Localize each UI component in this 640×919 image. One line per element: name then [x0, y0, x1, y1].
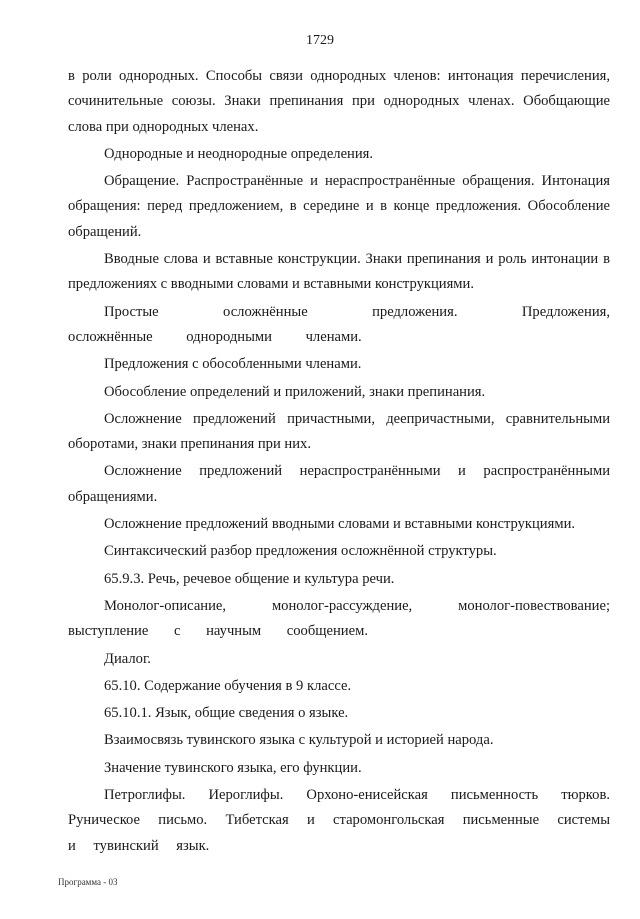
paragraph: Значение тувинского языка, его функции. [104, 759, 362, 776]
paragraph: Диалог. [104, 650, 151, 667]
section-heading: 65.10. Содержание обучения в 9 классе. [104, 677, 352, 694]
paragraph: Однородные и неоднородные определения. [104, 145, 374, 162]
paragraph: Обращение. Распространённые и нераспространённые обращения. Интонация обращения: перед предложением, в середине и в конце предложения. Обособление обращений. [68, 173, 610, 240]
document-body [68, 64, 610, 859]
paragraph: Синтаксический разбор предложения осложнённой структуры. [104, 543, 497, 560]
paragraph: Взаимосвязь тувинского языка с культурой и историей народа. [104, 732, 494, 749]
paragraph: Осложнение предложений вводными словами и вставными конструкциями. [104, 516, 576, 533]
paragraph: Осложнение предложений нераспространёнными и распространёнными обращениями. [68, 463, 610, 505]
paragraph: Простые осложнённые предложения. Предложения, осложнённые однородными членами. [68, 303, 610, 345]
page-number: 1729 [306, 33, 334, 48]
paragraph: Обособление определений и приложений, знаки препинания. [104, 383, 486, 400]
section-heading: 65.9.3. Речь, речевое общение и культура речи. [104, 570, 395, 587]
paragraph: в роли однородных. Способы связи однородных членов: интонация перечисления, сочинительные союзы. Знаки препинания при однородных членах. Обобщающие слова при однородных членах. [68, 68, 610, 135]
paragraph: Осложнение предложений причастными, деепричастными, сравнительными оборотами, знаки препинания при них. [68, 410, 610, 453]
footer-label: Программа - 03 [58, 877, 118, 887]
section-heading: 65.10.1. Язык, общие сведения о языке. [104, 705, 349, 722]
paragraph: Монолог-описание, монолог-рассуждение, монолог-повествование; выступление с научным сообщением. [68, 597, 610, 640]
paragraph: Предложения с обособленными членами. [104, 356, 362, 373]
paragraph: Петроглифы. Иероглифы. Орхоно-енисейская письменность тюрков. Руническое письмо. Тибетская и старомонгольская письменные системы и тувинский язык. [68, 787, 610, 854]
paragraph: Вводные слова и вставные конструкции. Знаки препинания и роль интонации в предложениях с вводными словами и вставными конструкциями. [68, 251, 610, 293]
